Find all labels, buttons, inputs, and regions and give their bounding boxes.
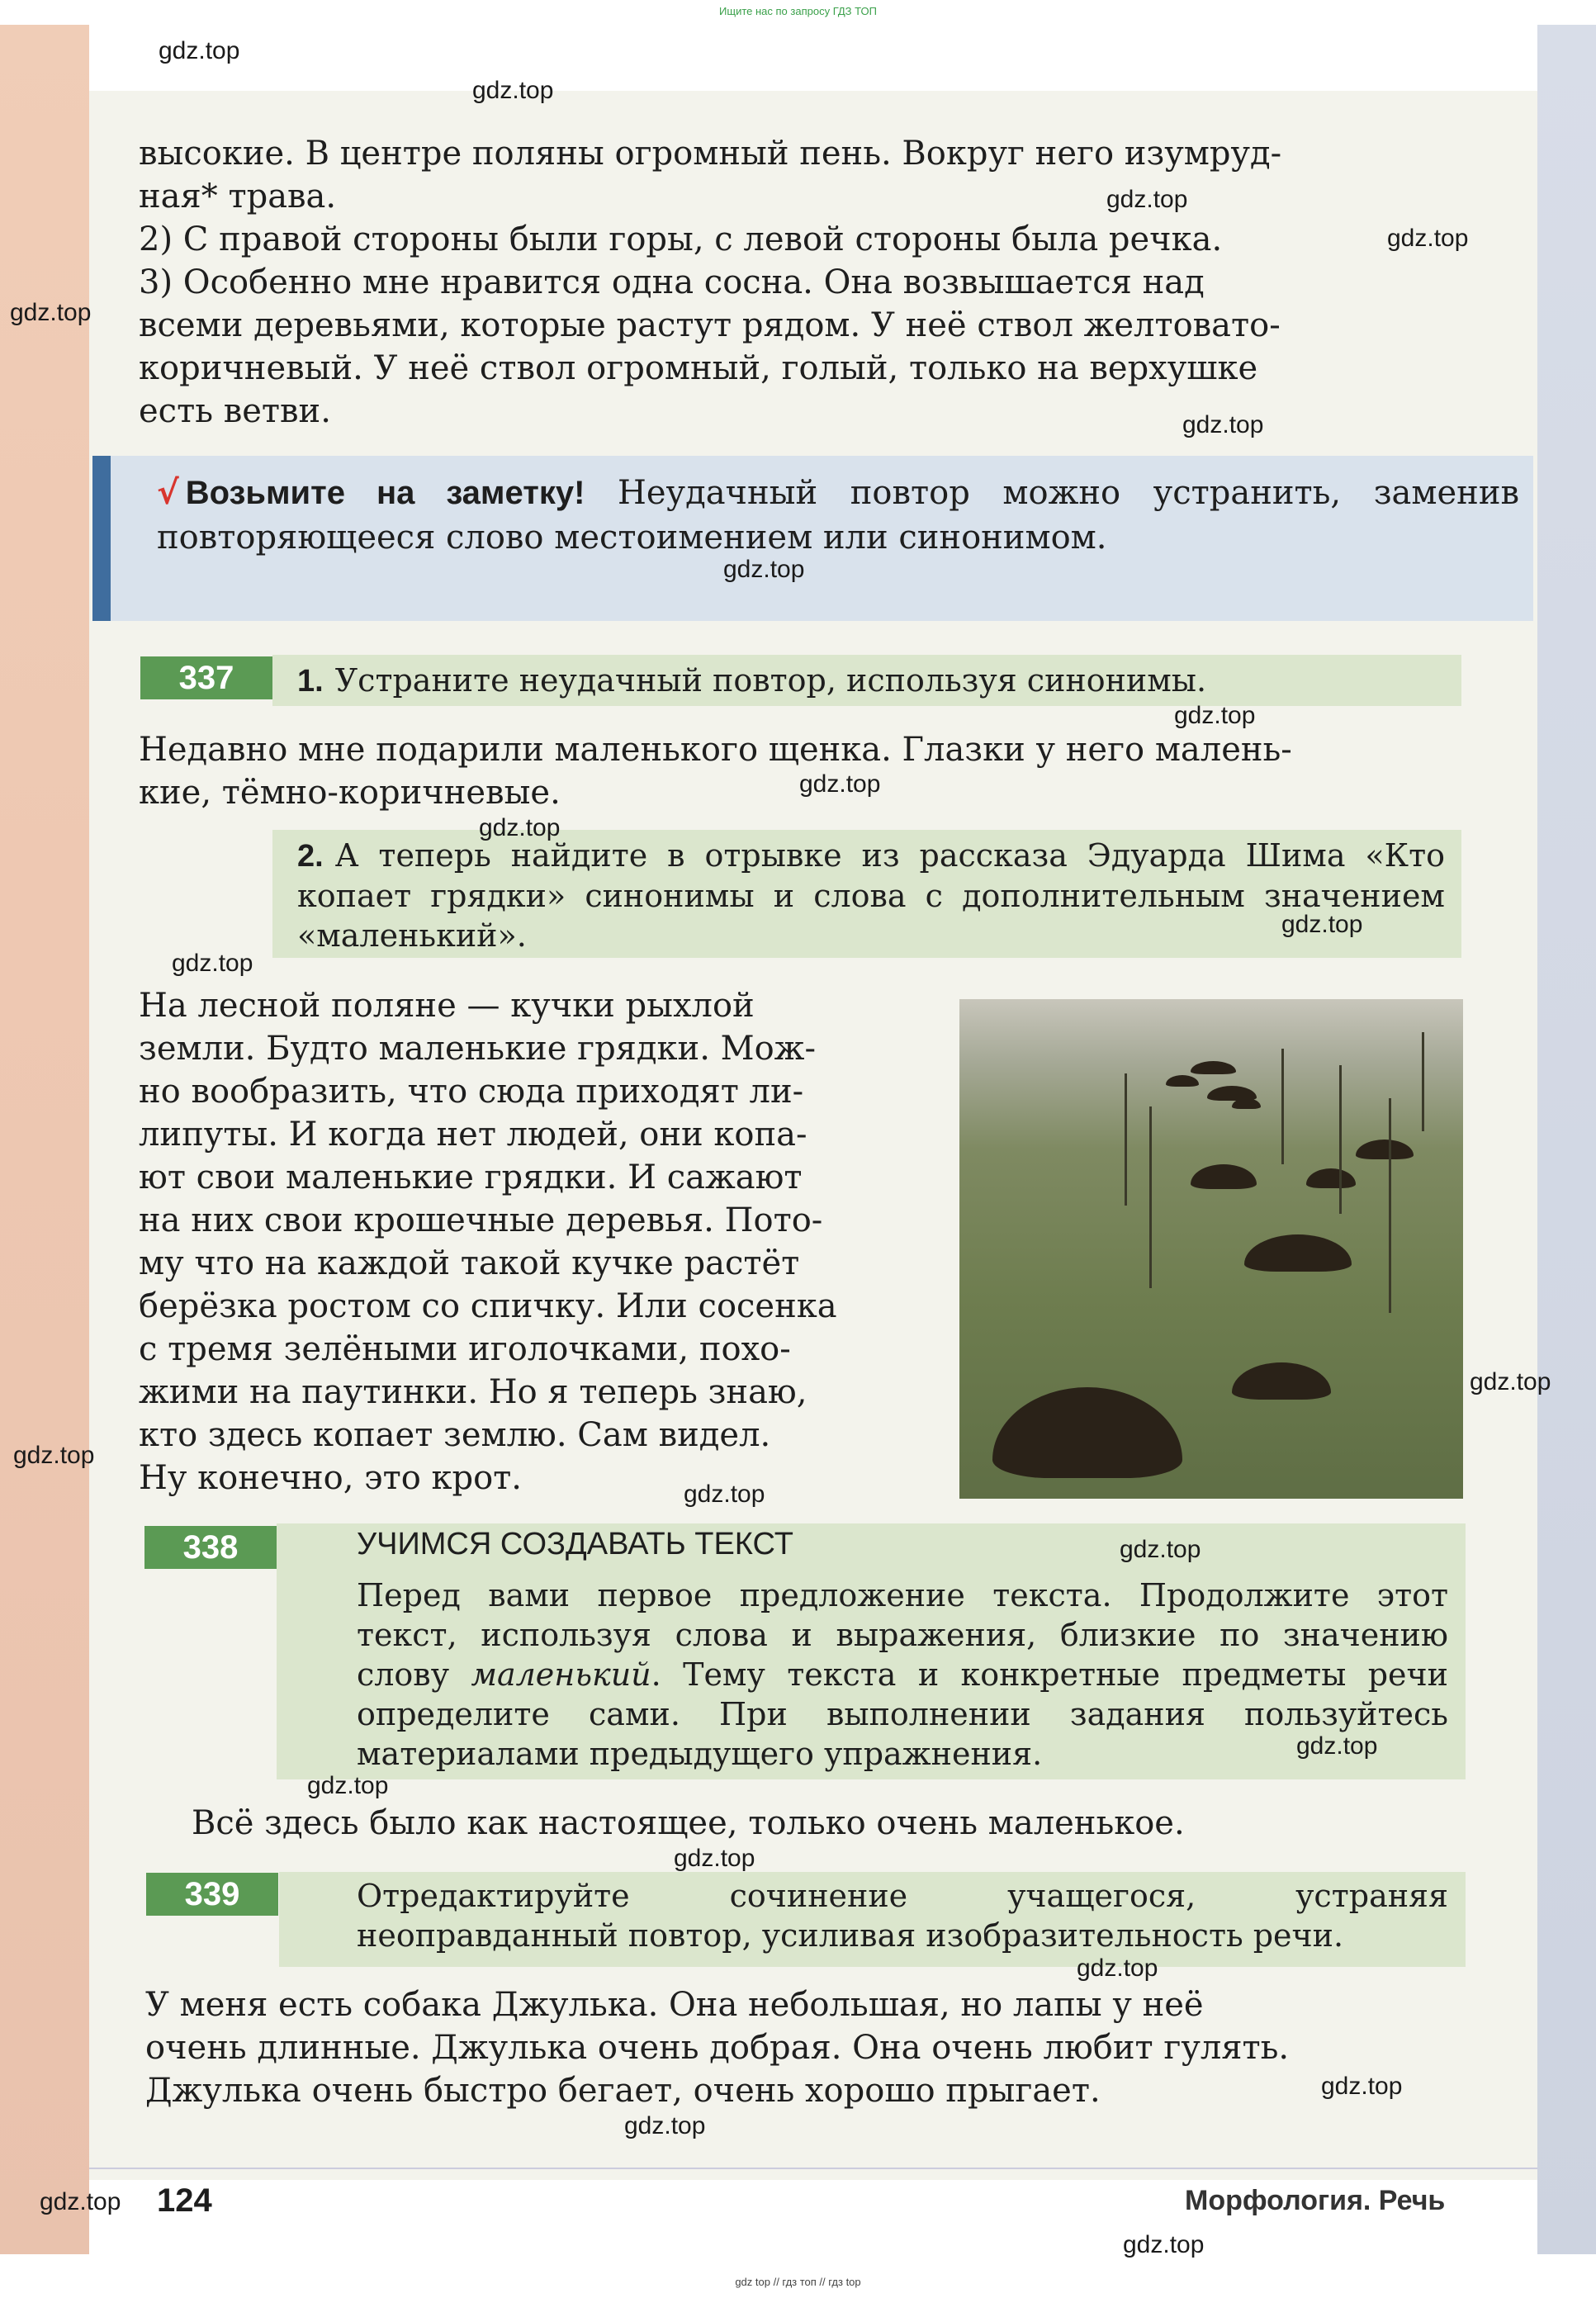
watermark: gdz.top: [1182, 411, 1264, 438]
ex337-story: На лесной поляне — кучки рыхлой земли. Будто маленькие грядки. Мож- но вообразить, что сюда приходят ли- липуты. И когда нет людей, они копа- ют свои маленькие грядки. И сажают на них свои крошечные деревья. Пото- му что на каждой такой кучке растёт берёзка ростом со спичку. Или сосенка с тремя зелёными иголочками, похо- жими на паутинки. Но я теперь знаю, кто здесь копает землю. Сам видел. Ну конечно, это крот.: [139, 987, 837, 1497]
watermark: gdz.top: [1321, 2073, 1403, 2100]
footer-divider: [89, 2168, 1537, 2169]
bottom-note: gdz top // гдз топ // гдз top: [735, 2276, 861, 2288]
molehill: [1356, 1140, 1414, 1159]
molehill: [1166, 1075, 1199, 1087]
watermark: gdz.top: [13, 1442, 95, 1469]
ex339-task: Отредактируйте сочинение учащегося, устраняя неоправданный повтор, усиливая изобразительность речи.: [357, 1878, 1448, 1954]
watermark: gdz.top: [723, 556, 805, 583]
ex337-number: 337: [140, 656, 272, 699]
grass-stem: [1422, 1032, 1424, 1131]
watermark: gdz.top: [1123, 2231, 1205, 2258]
check-icon: √: [157, 474, 179, 512]
watermark: gdz.top: [307, 1772, 389, 1799]
watermark: gdz.top: [684, 1481, 765, 1508]
watermark: gdz.top: [1106, 186, 1188, 213]
watermark: gdz.top: [479, 814, 561, 841]
watermark: gdz.top: [799, 770, 881, 798]
molehill: [992, 1387, 1182, 1478]
ex339-text: У меня есть собака Джулька. Она небольшая, но лапы у неё очень длинные. Джулька очень добрая. Она очень любит гулять. Джулька очень быстро бегает, очень хорошо прыгает.: [145, 1986, 1290, 2110]
watermark: gdz.top: [40, 2188, 121, 2215]
left-page-edge: [0, 25, 92, 2254]
ex338-heading: УЧИМСЯ СОЗДАВАТЬ ТЕКСТ: [357, 1527, 793, 1561]
ex339-number: 339: [146, 1873, 278, 1916]
ex337-task2-text: А теперь найдите в отрывке из рассказа Эдуарда Шима «Кто копает грядки» синонимы и слова с дополнительным значением «маленький».: [297, 837, 1445, 954]
ex337-task1: [297, 661, 1453, 701]
grass-stem: [1125, 1073, 1127, 1206]
ex337-task2: [297, 836, 1445, 955]
ex337-task2-number: 2.: [297, 839, 324, 874]
watermark: gdz.top: [674, 1845, 755, 1872]
top-note: Ищите нас по запросу ГДЗ ТОП: [719, 5, 877, 17]
ex337-sentence: Недавно мне подарили маленького щенка. Глазки у него малень- кие, тёмно-коричневые.: [139, 731, 1292, 812]
grass-stem: [1389, 1098, 1391, 1313]
ex337-task1-text: Устраните неудачный повтор, используя синонимы.: [334, 662, 1207, 699]
ex338-task-italic: маленький: [471, 1656, 651, 1693]
grass-stem: [1339, 1065, 1342, 1214]
molehill: [1232, 1362, 1331, 1400]
note-box: [92, 456, 1533, 621]
right-page-edge: [1537, 25, 1596, 2254]
watermark: gdz.top: [10, 299, 92, 326]
ex337-task1-number: 1.: [297, 664, 324, 699]
intro-text: высокие. В центре поляны огромный пень. Вокруг него изумруд- ная* трава. 2) С правой стороны были горы, с левой стороны была речка. 3) Особенно мне нравится одна сосна. Она возвышается над всеми деревьями, которые растут рядом. У неё ствол желтовато- коричневый. У неё ствол огромный, голый, только на верхушке есть ветви.: [139, 135, 1282, 430]
watermark: gdz.top: [1077, 1954, 1158, 1982]
molehill: [1306, 1168, 1356, 1188]
molehill: [1191, 1061, 1236, 1074]
watermark: gdz.top: [159, 37, 240, 64]
ex338-number: 338: [144, 1526, 277, 1569]
note-text: [157, 471, 1519, 560]
note-label: Возьмите на заметку!: [185, 475, 585, 511]
watermark: gdz.top: [1296, 1732, 1378, 1760]
section-title: Морфология. Речь: [1185, 2185, 1446, 2216]
watermark: gdz.top: [624, 2112, 706, 2139]
molehill: [1244, 1234, 1352, 1272]
molehill: [1191, 1164, 1257, 1189]
grass-stem: [1149, 1106, 1152, 1288]
page-number: 124: [157, 2182, 212, 2219]
watermark: gdz.top: [1120, 1536, 1201, 1563]
molehill-photo: [959, 999, 1463, 1499]
ex338-task-part2: . Тему текста и конкретные предметы речи определите сами. При выполнении задания пользуйтесь материалами предыдущего упражнения.: [357, 1656, 1448, 1772]
watermark: gdz.top: [1470, 1368, 1551, 1395]
watermark: gdz.top: [1281, 911, 1363, 938]
watermark: gdz.top: [172, 950, 253, 977]
molehill: [1232, 1098, 1261, 1109]
note-body: Неудачный повтор можно устранить, заменив повторяющееся слово местоимением или синонимом.: [157, 474, 1519, 557]
watermark: gdz.top: [472, 77, 554, 104]
ex338-task: [357, 1575, 1448, 1774]
ex338-task-part1: Перед вами первое предложение текста. Продолжите этот текст, используя слова и выражения, близкие по значению слову: [357, 1577, 1448, 1693]
ex338-sentence: Всё здесь было как настоящее, только очень маленькое.: [192, 1804, 1185, 1842]
grass-stem: [1281, 1049, 1284, 1164]
watermark: gdz.top: [1174, 702, 1256, 729]
watermark: gdz.top: [1387, 225, 1469, 252]
